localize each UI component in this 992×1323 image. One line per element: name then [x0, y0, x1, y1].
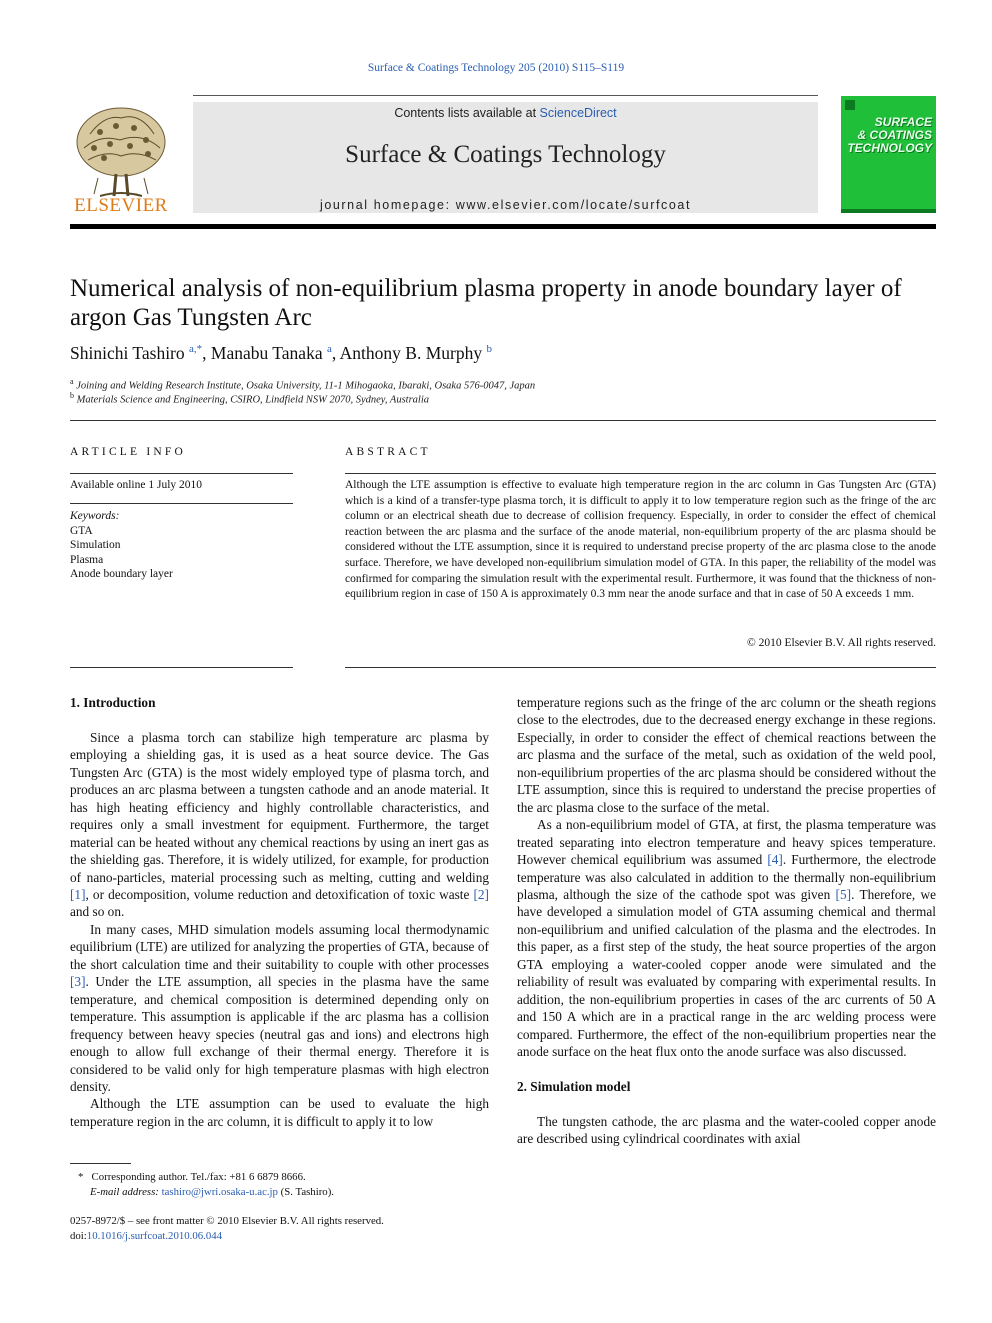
author-affiliation-mark[interactable]: a,* — [189, 343, 203, 355]
doi-link[interactable]: 10.1016/j.surfcoat.2010.06.044 — [86, 1229, 223, 1242]
footnotes — [70, 1170, 490, 1199]
keyword: Simulation — [70, 539, 121, 551]
article-info-heading: ARTICLE INFO — [70, 446, 186, 458]
footnote-rule — [70, 1163, 131, 1164]
paragraph-text: . Under the LTE assumption, all species in the plasma have the same temperature, and chemical composition is determined depending only on temperature. This assumption is applicable if the arc plasma has a collision frequency between heavy species (neutral gas and ions) and electrons high enough to allow full exchange of their thermal energy. Therefore it is considered to be valid only for high temperature plasmas with high electron density. — [70, 974, 489, 1094]
reference-link[interactable]: [2] — [473, 886, 489, 902]
keywords-label: Keywords: — [70, 510, 120, 522]
author-name: Anthony B. Murphy — [339, 343, 483, 363]
paragraph-text: and so on. — [70, 904, 125, 920]
cover-corner-mark — [845, 100, 855, 110]
paragraph-text: As a non-equilibrium model of GTA, at first, the plasma temperature was treated separating into electron temperature and heavy spices temperature. However chemical equilibrium was assumed — [517, 817, 936, 868]
email-note — [70, 1185, 490, 1200]
abstract-text: Although the LTE assumption is effective to evaluate high temperature region in the arc column in Gas Tungsten Arc (GTA) which is a kind of a transfer-type plasma torch, it is difficult to apply it to low temperature region such as the fringe of the arc column or an electrical sheath due to decrease of collision frequency. Especially, in order to consider the effect of chemical reaction between the arc plasma and the surface of the anode material, non-equilibrium property of the arc plasma should be considered without the LTE assumption, since it is required to understand precise property of the arc plasma close to the anode surface. Therefore, we have developed non-equilibrium simulation model of GTA. In this paper, the reliability of the model was confirmed for comparing the simulation result with the experimental result. Furthermore, it was found that the thickness of non-equilibrium region in case of 150 A is approximately 0.3 mm near the anode surface and that in case of 50 A exceeds 1 mm. — [345, 479, 936, 601]
email-label: E-mail address: — [90, 1185, 159, 1198]
copyright-notice: © 2010 Elsevier B.V. All rights reserved. — [747, 637, 936, 649]
reference-link[interactable]: [1] — [70, 886, 86, 902]
cover-bottom-bar — [841, 209, 936, 213]
reference-link[interactable]: [5] — [835, 886, 852, 902]
body-paragraph: temperature regions such as the fringe of the arc column or the sheath regions close to the electrodes, due to the decreased energy exchange in these regions. Especially, in order to consider the effect of chemical reactions between the arc plasma and the surface of the metal, such as oxidation of the weld pool, non-equilibrium properties of the arc plasma should be considered without the LTE assumption, since this is required to understand the precise properties of the arc plasma close to the surface of the metal. — [517, 695, 936, 815]
doi-prefix: doi: — [70, 1229, 87, 1242]
keyword: Plasma — [70, 553, 104, 566]
body-column-right — [517, 694, 936, 1148]
email-link[interactable]: tashiro@jwri.osaka-u.ac.jp — [161, 1185, 278, 1198]
contents-line — [193, 106, 818, 120]
affiliation-mark: b — [70, 391, 74, 400]
paragraph-text: In many cases, MHD simulation models assuming local thermodynamic equilibrium (LTE) are utilized for analyzing the properties of GTA, because of the short calculation time and their suitability to couple with other processes — [70, 921, 489, 972]
article-info-rule — [70, 667, 293, 668]
journal-homepage[interactable]: journal homepage: www.elsevier.com/locate/surfcoat — [319, 198, 692, 212]
footnote-mark: * — [78, 1171, 84, 1183]
article-info-rule — [70, 473, 293, 474]
keywords-block — [70, 509, 293, 582]
affiliation-mark: a — [70, 377, 74, 386]
abstract-rule — [345, 667, 936, 668]
body-column-left — [70, 694, 489, 1130]
elsevier-logo — [70, 104, 172, 216]
section-heading: 2. Simulation model — [517, 1078, 631, 1094]
cover-title-line: SURFACE — [874, 115, 932, 129]
affiliation-a — [70, 377, 936, 392]
author-list — [70, 343, 936, 364]
header-top-rule — [193, 95, 818, 96]
author-separator: , — [331, 343, 340, 363]
paragraph-text: , or decomposition, volume reduction and detoxification of toxic waste — [85, 886, 474, 902]
body-paragraph: The tungsten cathode, the arc plasma and the water-cooled copper anode are described using cylindrical coordinates with axial — [517, 1113, 936, 1147]
available-online-date: Available online 1 July 2010 — [70, 479, 203, 491]
affiliation-text: Joining and Welding Research Institute, Osaka University, 11-1 Mihogaoka, Ibaraki, Osaka 576-0047, Japan — [76, 380, 536, 392]
paragraph-text: . Therefore, we have developed a simulation model of GTA assuming chemical and thermal non-equilibrium and unified calculation of the plasma and the electrodes. In this paper, as a first step of the study, the heat source properties of the argon GTA employing a water-cooled copper anode were simulated and the reliability of result was evaluated by comparing with experimental results. In addition, the non-equilibrium properties in cases of the arc currents of 50 A and 150 A which are in a practical range in the arc welding process were compared. Furthermore, the effect of the non-equilibrium properties near the anode surface on the heat flux onto the anode surface was also discussed. — [517, 886, 936, 1060]
issn-line: 0257-8972/$ – see front matter © 2010 Elsevier B.V. All rights reserved. — [70, 1215, 384, 1227]
email-suffix: (S. Tashiro). — [277, 1185, 334, 1198]
paragraph-text: . Furthermore, the electrode temperature was also calculated in addition to the thermally non-equilibrium plasma, although the size of the cathode spot was given — [517, 852, 936, 902]
affiliation-rule — [70, 420, 936, 421]
header-thick-rule — [70, 224, 936, 229]
journal-cover-thumbnail[interactable] — [841, 96, 936, 213]
article-title: Numerical analysis of non-equilibrium plasma property in anode boundary layer of argon Gas Tungsten Arc — [70, 275, 902, 331]
body-paragraph — [517, 816, 936, 1060]
cover-title-line: TECHNOLOGY — [847, 141, 932, 155]
doi-line — [70, 1229, 490, 1244]
body-paragraph — [70, 729, 489, 921]
reference-link[interactable]: [4] — [767, 852, 783, 868]
author-separator: , — [202, 343, 211, 363]
cover-title — [847, 116, 932, 155]
journal-citation[interactable]: Surface & Coatings Technology 205 (2010) S115–S119 — [367, 62, 625, 74]
affiliation-text: Materials Science and Engineering, CSIRO, Lindfield NSW 2070, Sydney, Australia — [76, 394, 430, 406]
reference-link[interactable]: [3] — [70, 974, 86, 990]
author-affiliation-mark[interactable]: b — [486, 343, 492, 355]
author-name: Manabu Tanaka — [210, 343, 323, 363]
issn-doi-block — [70, 1214, 490, 1243]
body-paragraph — [70, 921, 489, 1096]
section-heading: 1. Introduction — [70, 695, 156, 710]
cover-title-line: & COATINGS — [857, 128, 932, 142]
elsevier-wordmark: ELSEVIER — [74, 195, 168, 216]
journal-title: Surface & Coatings Technology — [345, 141, 666, 168]
sciencedirect-link[interactable]: ScienceDirect — [539, 106, 617, 120]
body-paragraph: Although the LTE assumption can be used to evaluate the high temperature region in the arc column, it is difficult to apply it to low — [70, 1096, 489, 1129]
abstract-rule — [345, 473, 936, 474]
contents-prefix: Contents lists available at — [394, 106, 540, 120]
article-info-rule — [70, 503, 293, 504]
abstract-heading: ABSTRACT — [345, 446, 431, 458]
author-name: Shinichi Tashiro — [70, 343, 185, 363]
paragraph-text: Since a plasma torch can stabilize high temperature arc plasma by employing a shielding gas, it is used as a heat source device. The Gas Tungsten Arc (GTA) is the most widely employed type of plasma torch, and produces an arc plasma between a tungsten cathode and an anode material. It has high heating efficiency and highly controllable characteristics, and requires only a small investment for equipment. Furthermore, the target material can be heated without any chemical reactions by using an inert gas as the shielding gas. Therefore, it is widely utilized, for example, for production of nano-particles, material processing such as melting, cutting and welding — [70, 729, 489, 885]
keyword: Anode boundary layer — [70, 568, 173, 580]
corresponding-author-note — [70, 1170, 490, 1185]
author-affiliation-mark[interactable]: a — [326, 343, 332, 355]
footnote-text: Corresponding author. Tel./fax: +81 6 6879 8666. — [91, 1171, 306, 1183]
keyword: GTA — [70, 524, 93, 537]
affiliation-b — [70, 391, 936, 406]
